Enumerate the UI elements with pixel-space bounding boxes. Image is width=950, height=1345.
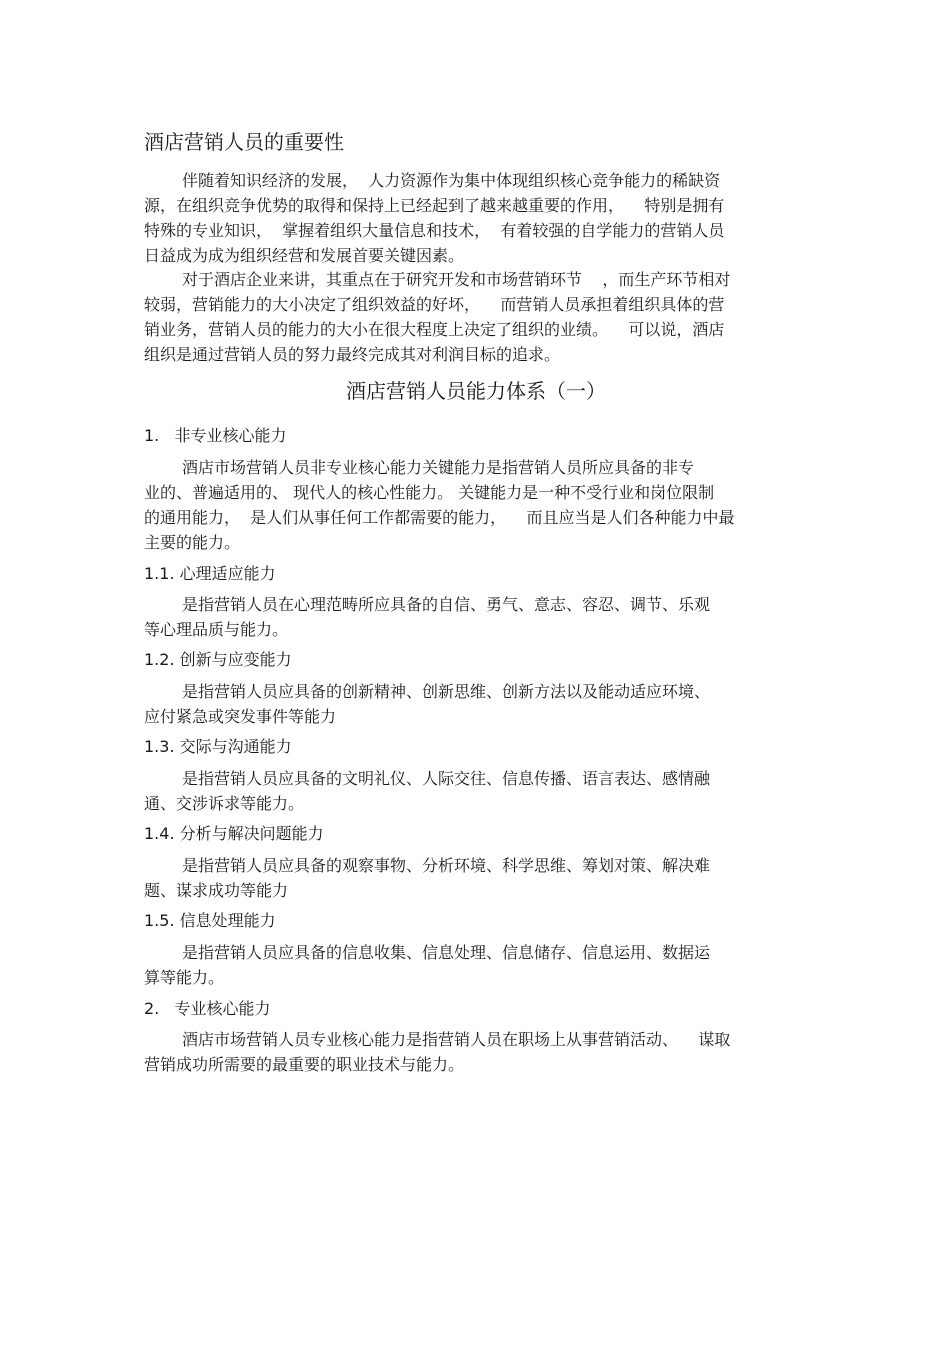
text-line: 是指营销人员应具备的观察事物、分析环境、科学思维、筹划对策、解决难 xyxy=(182,856,711,875)
heading-professional-ability: 2. 专业核心能力 xyxy=(144,999,271,1018)
paragraph-non-professional-ability xyxy=(144,455,808,555)
text-line: 营销成功所需要的最重要的职业技术与能力。 xyxy=(144,1055,465,1074)
text-line: 组织是通过营销人员的努力最终完成其对利润目标的追求。 xyxy=(144,345,561,364)
paragraph-innovation-adaptability xyxy=(144,679,808,729)
paragraph-psychological-adaptation xyxy=(144,592,808,642)
heading-information-processing: 1.5. 信息处理能力 xyxy=(144,911,276,930)
paragraph-problem-solving xyxy=(144,853,808,903)
text-line: 伴随着知识经济的发展， 人力资源作为集中体现组织核心竞争能力的稀缺资 xyxy=(182,171,721,190)
paragraph-communication xyxy=(144,766,808,816)
paragraph-importance-1 xyxy=(144,168,808,268)
text-line: 是指营销人员在心理范畴所应具备的自信、勇气、意志、容忍、调节、乐观 xyxy=(182,595,711,614)
text-line: 较弱，营销能力的大小决定了组织效益的好坏， 而营销人员承担着组织具体的营 xyxy=(144,295,725,314)
text-line: 特殊的专业知识， 掌握着组织大量信息和技术， 有着较强的自学能力的营销人员 xyxy=(144,221,725,240)
text-line: 日益成为成为组织经营和发展首要关键因素。 xyxy=(144,246,465,265)
paragraph-information-processing xyxy=(144,940,808,990)
text-line: 等心理品质与能力。 xyxy=(144,620,289,639)
text-line: 题、谋求成功等能力 xyxy=(144,881,289,900)
heading-non-professional-ability: 1. 非专业核心能力 xyxy=(144,426,287,445)
text-line: 销业务，营销人员的能力的大小在很大程度上决定了组织的业绩。 可以说，酒店 xyxy=(144,320,725,339)
text-line: 对于酒店企业来讲，其重点在于研究开发和市场营销环节 ，而生产环节相对 xyxy=(182,270,731,289)
text-line: 的通用能力， 是人们从事任何工作都需要的能力， 而且应当是人们各种能力中最 xyxy=(144,508,735,527)
section-title-ability-system: 酒店营销人员能力体系（一） xyxy=(346,379,606,403)
text-line: 通、交涉诉求等能力。 xyxy=(144,794,305,813)
heading-innovation-adaptability: 1.2. 创新与应变能力 xyxy=(144,650,292,669)
text-line: 应付紧急或突发事件等能力 xyxy=(144,707,337,726)
heading-communication: 1.3. 交际与沟通能力 xyxy=(144,737,292,756)
text-line: 酒店市场营销人员专业核心能力是指营销人员在职场上从事营销活动、 谋取 xyxy=(182,1030,731,1049)
section-title-importance: 酒店营销人员的重要性 xyxy=(144,130,344,154)
paragraph-importance-2 xyxy=(144,267,808,367)
text-line: 算等能力。 xyxy=(144,968,225,987)
text-line: 源，在组织竞争优势的取得和保持上已经起到了越来越重要的作用， 特别是拥有 xyxy=(144,196,725,215)
text-line: 是指营销人员应具备的创新精神、创新思维、创新方法以及能动适应环境、 xyxy=(182,682,711,701)
text-line: 业的、普遍适用的、 现代人的核心性能力。 关键能力是一种不受行业和岗位限制 xyxy=(144,483,715,502)
text-line: 主要的能力。 xyxy=(144,533,241,552)
text-line: 是指营销人员应具备的信息收集、信息处理、信息储存、信息运用、数据运 xyxy=(182,943,711,962)
heading-problem-solving: 1.4. 分析与解决问题能力 xyxy=(144,824,324,843)
text-line: 是指营销人员应具备的文明礼仪、人际交往、信息传播、语言表达、感情融 xyxy=(182,769,711,788)
paragraph-professional-ability xyxy=(144,1027,808,1077)
heading-psychological-adaptation: 1.1. 心理适应能力 xyxy=(144,564,276,583)
text-line: 酒店市场营销人员非专业核心能力关键能力是指营销人员所应具备的非专 xyxy=(182,458,695,477)
